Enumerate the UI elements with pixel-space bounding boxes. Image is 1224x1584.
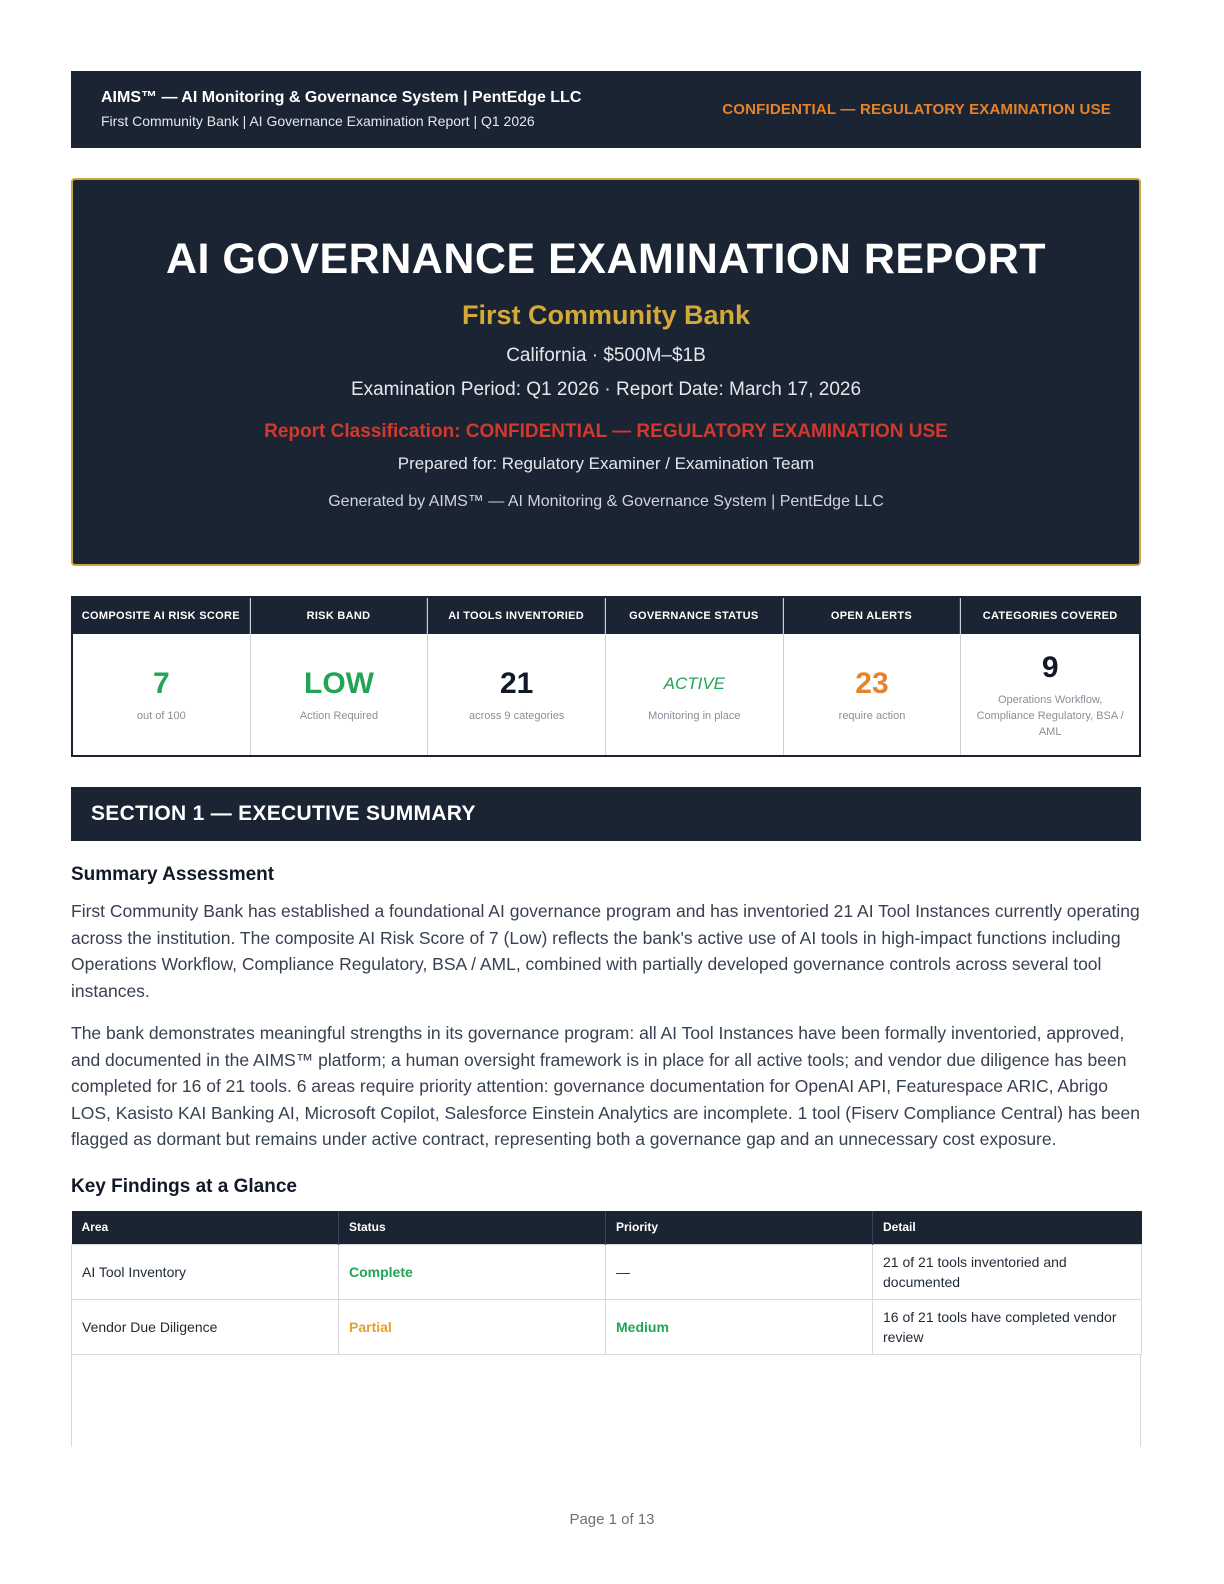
- prepared-for: Prepared for: Regulatory Examiner / Examination Team: [397, 454, 815, 473]
- kpi-subtext: Operations Workflow, Compliance Regulatory, BSA / AML: [976, 693, 1124, 738]
- bank-location: California · $500M–$1B: [506, 345, 706, 366]
- kpi-label: CATEGORIES COVERED: [961, 598, 1139, 634]
- kpi-subtext: Action Required: [299, 709, 379, 722]
- kpi-categories-covered: [961, 598, 1139, 755]
- summary-paragraph: First Community Bank has established a foundational AI governance program and has inventoried 21 AI Tool Instances currently operating across the institution. The composite AI Risk Score of 7 (Low) reflects the bank's active use of AI tools in high-impact functions including Operations Workflow, Compliance Regulatory, BSA / AML, combined with partially developed governance controls across several tool instances.: [71, 901, 1140, 1001]
- column-header: Priority: [606, 1211, 873, 1245]
- report-header-bar: [71, 71, 1141, 148]
- cell-priority: —: [606, 1245, 873, 1300]
- kpi-risk-band: [251, 598, 429, 755]
- kpi-value: ACTIVE: [663, 673, 726, 693]
- header-subtitle: First Community Bank | AI Governance Examination Report | Q1 2026: [101, 113, 535, 129]
- header-left: [101, 88, 581, 131]
- kpi-value: 7: [152, 666, 170, 700]
- kpi-risk-score: [73, 598, 251, 755]
- section-header: SECTION 1 — EXECUTIVE SUMMARY: [71, 787, 1141, 841]
- column-header: Status: [339, 1211, 606, 1245]
- cell-status: Partial: [339, 1300, 606, 1355]
- findings-heading: Key Findings at a Glance: [71, 1175, 297, 1197]
- key-findings-table: [71, 1211, 1142, 1356]
- kpi-value: LOW: [304, 666, 374, 700]
- cell-status: Complete: [339, 1245, 606, 1300]
- cell-area: Vendor Due Diligence: [72, 1300, 339, 1355]
- table-header-row: [72, 1211, 1142, 1245]
- kpi-value: 21: [499, 666, 534, 700]
- exam-period: Examination Period: Q1 2026 · Report Date: March 17, 2026: [350, 379, 862, 400]
- kpi-grid: [71, 596, 1141, 757]
- kpi-label: OPEN ALERTS: [784, 598, 961, 634]
- kpi-open-alerts: [784, 598, 962, 755]
- report-page: [71, 71, 1141, 1447]
- kpi-value: 9: [1041, 650, 1059, 684]
- summary-paragraph: The bank demonstrates meaningful strengths in its governance program: all AI Tool Instances have been formally inventoried, approved, and documented in the AIMS™ platform; a human oversight framework is in place for all active tools; and vendor due diligence has been completed for 16 of 21 tools. 6 areas require priority attention: governance documentation for OpenAI API, Featurespace ARIC, Abrigo LOS, Kasisto KAI Banking AI, Microsoft Copilot, Salesforce Einstein Analytics are incomplete. 1 tool (Fiserv Compliance Central) has been flagged as dormant but remains under active contract, representing both a governance gap and an unnecessary cost exposure.: [71, 1023, 1140, 1149]
- kpi-label: GOVERNANCE STATUS: [606, 598, 783, 634]
- kpi-subtext: require action: [838, 709, 906, 722]
- cover-hero: [71, 178, 1141, 566]
- kpi-label: RISK BAND: [251, 598, 428, 634]
- column-header: Detail: [873, 1211, 1142, 1245]
- kpi-subtext: across 9 categories: [468, 709, 565, 722]
- cell-detail: 16 of 21 tools have completed vendor review: [873, 1300, 1142, 1355]
- cell-detail: 21 of 21 tools inventoried and documented: [873, 1245, 1142, 1300]
- header-brand: AIMS™ — AI Monitoring & Governance System | PentEdge LLC: [101, 89, 582, 106]
- cell-area: AI Tool Inventory: [72, 1245, 339, 1300]
- table-continuation: [71, 1355, 1141, 1447]
- column-header: Area: [72, 1211, 339, 1245]
- kpi-label: COMPOSITE AI RISK SCORE: [73, 598, 250, 634]
- kpi-governance-status: [606, 598, 784, 755]
- kpi-label: AI TOOLS INVENTORIED: [428, 598, 605, 634]
- kpi-tools-inventoried: [428, 598, 606, 755]
- kpi-subtext: Monitoring in place: [648, 709, 741, 722]
- table-row: [72, 1300, 1142, 1355]
- summary-heading: Summary Assessment: [71, 864, 275, 885]
- page-number: Page 1 of 13: [569, 1511, 655, 1528]
- table-row: [72, 1245, 1142, 1300]
- generated-by: Generated by AIMS™ — AI Monitoring & Governance System | PentEdge LLC: [328, 493, 884, 510]
- report-title: AI GOVERNANCE EXAMINATION REPORT: [165, 235, 1047, 283]
- kpi-subtext: out of 100: [136, 709, 186, 722]
- report-classification: Report Classification: CONFIDENTIAL — REGULATORY EXAMINATION USE: [264, 421, 948, 442]
- kpi-value: 23: [855, 666, 889, 700]
- cell-priority: Medium: [606, 1300, 873, 1355]
- bank-name: First Community Bank: [461, 300, 751, 330]
- header-confidential-label: CONFIDENTIAL — REGULATORY EXAMINATION USE: [722, 101, 1111, 118]
